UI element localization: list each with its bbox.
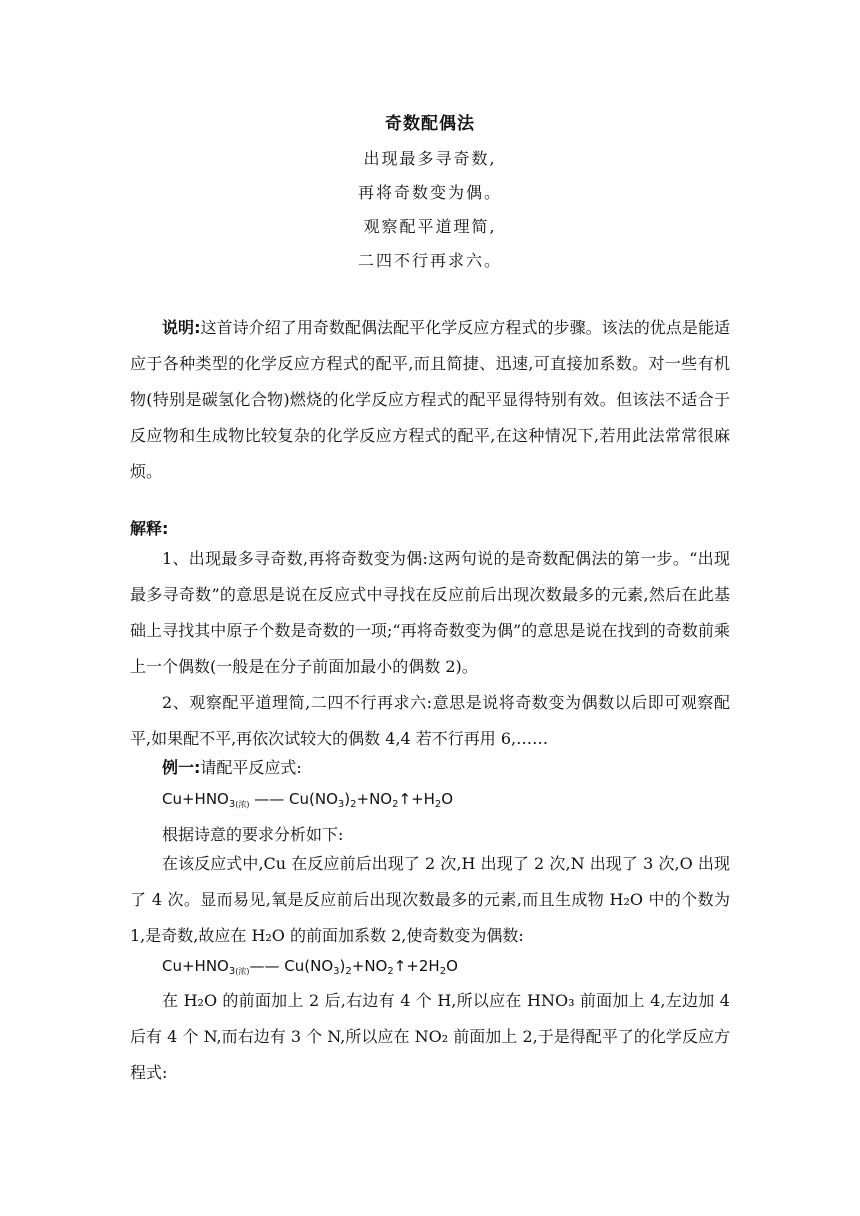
jieshi-paragraph-2: 2、观察配平道理简,二四不行再求六:意思是说将奇数变为偶数以后即可观察配平,如果配不平,再依次试较大的偶数 4,4 若不行再用 6,…… (130, 693, 730, 748)
analysis-paragraph: 在该反应式中,Cu 在反应前后出现了 2 次,H 出现了 2 次,N 出现了 3 次,O 出现了 4 次。显而易见,氧是反应前后出现次数最多的元素,而且生成物 H₂O 中的个数为 1,是奇数,故应在 H₂O 的前面加系数 2,使奇数变为偶数: (130, 854, 730, 945)
analysis-intro: 根据诗意的要求分析如下: (162, 825, 344, 844)
explanation-label: 说明: (162, 318, 201, 337)
poem-line-4: 二四不行再求六。 (357, 251, 502, 270)
example-label: 例一: (162, 758, 201, 777)
jieshi-paragraph-1: 1、出现最多寻奇数,再将奇数变为偶:这两句说的是奇数配偶法的第一步。“出现最多寻奇数”的意思是说在反应式中寻找在反应前后出现次数最多的元素,然后在此基础上寻找其中原子个数是奇数的一项;“再将奇数变为偶”的意思是说在找到的奇数前乘上一个偶数(一般是在分子前面加最小的偶数 2)。 (130, 549, 730, 676)
equation-step-1: $Cu+HNO_{3(浓)}——$ $Cu(NO_3)_2+NO_2↑+2H_2O$ (162, 957, 458, 977)
balance-paragraph: 在 H₂O 的前面加上 2 后,右边有 4 个 H,所以应在 HNO₃ 前面加上 4,左边加 4 后有 4 个 N,而右边有 3 个 N,所以应在 NO₂ 前面加上 2,于是得配平了的化学反应方程式: (130, 991, 730, 1082)
jieshi-label: 解释: (130, 519, 169, 538)
explanation-paragraph (130, 310, 730, 490)
poem-line-2: 再将奇数变为偶。 (357, 183, 502, 202)
explanation-text: 这首诗介绍了用奇数配偶法配平化学反应方程式的步骤。该法的优点是能适应于各种类型的化学反应方程式的配平,而且简捷、迅速,可直接加系数。对一些有机物(特别是碳氢化合物)燃烧的化学反应方程式的配平显得特别有效。但该法不适合于反应物和生成物比较复杂的化学反应方程式的配平,在这种情况下,若用此法常常很麻烦。 (130, 318, 730, 481)
example-prompt: 请配平反应式: (200, 758, 302, 777)
page-title: 奇数配偶法 (385, 114, 475, 134)
poem-line-3: 观察配平道理简, (363, 217, 497, 236)
example-heading (162, 755, 730, 778)
equation-unbalanced: $Cu+HNO_{3(浓)}$ —— $Cu(NO_3)_2+NO_2↑+H_2O$ (162, 790, 454, 810)
poem-line-1: 出现最多寻奇数, (363, 149, 497, 168)
